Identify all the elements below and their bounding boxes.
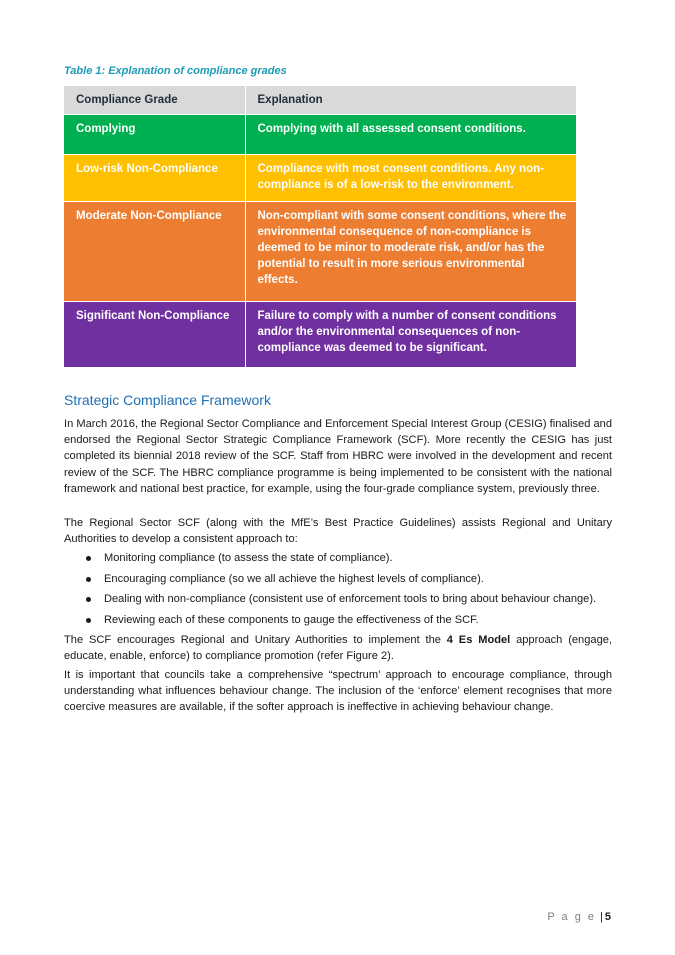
header-compliance-grade: Compliance Grade (64, 86, 245, 114)
list-item-text: Reviewing each of these components to gauge the effectiveness of the SCF. (104, 613, 479, 626)
table-row (64, 154, 576, 201)
page-number: 5 (604, 911, 611, 923)
explanation-cell: Compliance with most consent conditions. Any non-compliance is of a low-risk to the environment. (245, 154, 576, 201)
paragraph-spectrum-approach: It is important that councils take a comprehensive “spectrum’ approach to encourage compliance, through understanding what influences behaviour change. The inclusion of the ‘enforce’ element recognises that more coercive measures are available, if the softer approach is ineffective in achieving behaviour change. (64, 669, 612, 714)
list-item-text: Monitoring compliance (to assess the state of compliance). (104, 552, 393, 564)
explanation-cell: Non-compliant with some consent conditions, where the environmental consequence of non-compliance is deemed to be minor to moderate risk, and/or has the potential to result in more serious environmental effects. (245, 201, 576, 301)
list-item (64, 550, 612, 566)
explanation-cell: Failure to comply with a number of consent conditions and/or the environmental consequences of non-compliance was deemed to be significant. (245, 301, 576, 367)
paragraph-4es-model (64, 632, 612, 664)
paragraph-scf-purpose: The Regional Sector SCF (along with the MfE’s Best Practice Guidelines) assists Regional and Unitary Authorities to develop a consistent approach to: (64, 517, 612, 546)
paragraph-text: The SCF encourages Regional and Unitary Authorities to implement the (64, 634, 447, 646)
bullet-icon (86, 618, 91, 623)
compliance-grades-table (64, 86, 576, 367)
table-row (64, 201, 576, 301)
list-item (64, 591, 612, 607)
list-item (64, 571, 612, 587)
table-row (64, 301, 576, 367)
approach-bullet-list (64, 550, 612, 632)
grade-cell: Complying (64, 114, 245, 154)
4es-model-term: 4 Es Model (446, 634, 511, 646)
list-item-text: Dealing with non-compliance (consistent use of enforcement tools to bring about behaviour change). (104, 593, 597, 606)
list-item (64, 612, 612, 628)
section-heading: Strategic Compliance Framework (64, 392, 271, 408)
table-caption: Table 1: Explanation of compliance grades (64, 65, 287, 77)
header-explanation: Explanation (245, 86, 576, 114)
table-row (64, 114, 576, 154)
bullet-icon (86, 577, 91, 582)
bullet-icon (86, 597, 91, 602)
table-header-row (64, 86, 576, 114)
paragraph-text: approach (engage, educate, enable, enforce) to compliance promotion (refer Figure 2). (64, 634, 612, 663)
footer-separator: | (600, 911, 603, 923)
grade-cell: Significant Non-Compliance (64, 301, 245, 367)
grade-cell: Low-risk Non-Compliance (64, 154, 245, 201)
grade-cell: Moderate Non-Compliance (64, 201, 245, 301)
page-footer (547, 911, 611, 923)
list-item-text: Encouraging compliance (so we all achieve the highest levels of compliance). (104, 572, 484, 585)
page-label: P a g e (547, 911, 597, 923)
paragraph-scf-intro: In March 2016, the Regional Sector Compliance and Enforcement Special Interest Group (CESIG) finalised and endorsed the Regional Sector Strategic Compliance Framework (SCF). More recently the CESIG has just completed its biennial 2018 review of the SCF. Staff from HBRC were involved in the development and recent review of the SCF. The HBRC compliance programme is being implemented to be consistent with the national framework and national best practice, for example, using the four-grade compliance system, previously three. (64, 418, 612, 495)
bullet-icon (86, 556, 91, 561)
explanation-cell: Complying with all assessed consent conditions. (245, 114, 576, 154)
